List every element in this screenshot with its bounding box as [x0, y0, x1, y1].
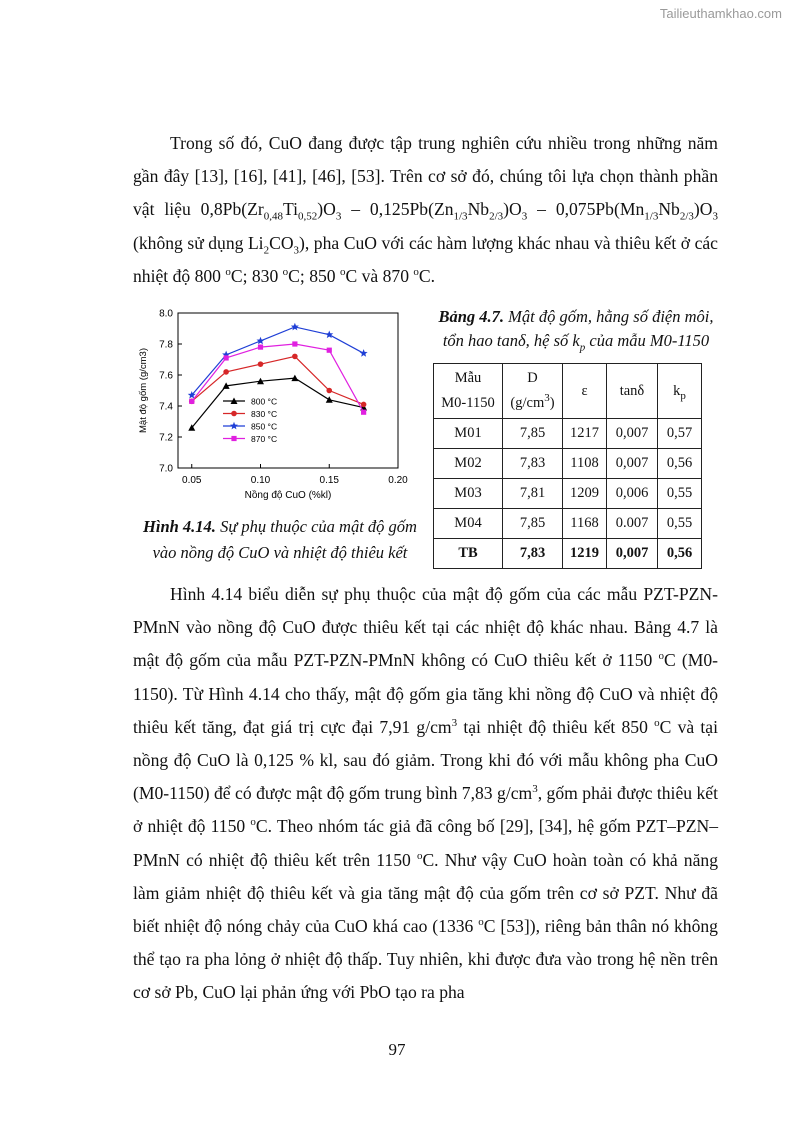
table-cell: 1219 [563, 539, 607, 569]
table-cell: 1168 [563, 509, 607, 539]
data-point [326, 388, 332, 394]
table-cell: 1108 [563, 449, 607, 479]
x-tick-label: 0.10 [250, 475, 271, 486]
data-point [326, 396, 333, 403]
table-cell: 0,55 [658, 509, 702, 539]
y-tick-label: 7.6 [159, 370, 173, 382]
table-cell: 7,83 [503, 449, 563, 479]
watermark: Tailieuthamkhao.com [659, 6, 782, 21]
table-cell: 7,83 [503, 539, 563, 569]
x-tick-label: 0.15 [319, 475, 339, 486]
table-row [434, 509, 702, 539]
paragraph-intro: Trong số đó, CuO đang được tập trung nghiên cứu nhiều trong những năm gần đây [13], [16], [41], [46], [53]. Trên cơ sở đó, chúng tôi lựa chọn thành phần vật liệu $0,8Pb(Zr_{0,48}Ti_{0,52})O_3 - 0,125Pb(Zn_{1/3}Nb_{2/3})O_3 - 0,075Pb(Mn_{1/3}Nb_{2/3})O_3$ (không sử dụng $Li_2CO_3$), pha CuO với các hàm lượng khác nhau và thiêu kết ở các nhiệt độ 800 $^o$C; 830 $^o$C; 850 $^o$C và 870 $^o$C. [133, 133, 718, 286]
legend-marker [231, 411, 237, 417]
x-tick-label: 0.05 [182, 475, 202, 486]
table-cell: 0.007 [607, 509, 658, 539]
y-tick-label: 7.0 [159, 463, 173, 475]
y-axis-label: Mật độ gốm (g/cm3) [138, 348, 149, 433]
plot-frame [178, 313, 398, 468]
table-row [434, 479, 702, 509]
table-cell: TB [434, 539, 503, 569]
table-cell: 0,007 [607, 539, 658, 569]
data-point [361, 410, 366, 415]
page-number: 97 [388, 1040, 406, 1059]
x-tick-label: 0.20 [388, 475, 408, 486]
data-point [291, 323, 299, 331]
data-point [257, 337, 265, 345]
legend-label: 850 °C [251, 421, 278, 432]
table-row [434, 419, 702, 449]
table-cell: M01 [434, 419, 503, 449]
table-cell: 0,56 [658, 449, 702, 479]
legend-marker [230, 422, 238, 430]
legend-marker [231, 436, 236, 441]
data-point [292, 341, 297, 346]
data-point [224, 355, 229, 360]
table-cell: 0,007 [607, 419, 658, 449]
table-cell: 0,006 [607, 479, 658, 509]
y-tick-label: 7.8 [159, 339, 173, 351]
data-point [189, 399, 194, 404]
series-line-3 [192, 327, 364, 395]
table-cell: 1209 [563, 479, 607, 509]
density-table [433, 363, 702, 569]
data-point [258, 345, 263, 350]
table-cell: M02 [434, 449, 503, 479]
legend-label: 830 °C [251, 409, 278, 419]
density-chart [133, 300, 423, 510]
data-point [327, 348, 332, 353]
data-point [258, 361, 264, 367]
table-cell: 7,81 [503, 479, 563, 509]
table-cell: M03 [434, 479, 503, 509]
paragraph-discussion: Hình 4.14 biểu diễn sự phụ thuộc của mật độ gốm của các mẫu PZT-PZN-PMnN vào nồng độ CuO được thiêu kết tại các nhiệt độ khác nhau. Bảng 4.7 là mật độ gốm của mẫu PZT-PZN-PMnN không có CuO thiêu kết ở 1150 $^o$C (M0-1150). Từ Hình 4.14 cho thấy, mật độ gốm gia tăng khi nồng độ CuO và nhiệt độ thiêu kết tăng, đạt giá trị cực đại 7,91 $g/cm^3$ tại nhiệt độ thiêu kết 850 $^o$C và tại nồng độ CuO là 0,125 % kl, sau đó giảm. Trong khi đó với mẫu không pha CuO (M0-1150) để có được mật độ gốm trung bình 7,83 $g/cm^3$, gốm phải được thiêu kết ở nhiệt độ 1150 $^o$C. Theo nhóm tác giả đã công bố [29], [34], hệ gốm PZT–PZN–PMnN có nhiệt độ thiêu kết trên 1150 $^o$C. Như vậy CuO hoàn toàn có khả năng làm giảm nhiệt độ thiêu kết và gia tăng mật độ của gốm trên cơ sở PZT. Như đã biết nhiệt độ nóng chảy của CuO khá cao (1336 $^o$C [53]), riêng bản thân nó không thể tạo ra pha lỏng ở nhiệt độ thấp. Tuy nhiên, khi được đưa vào trong hệ nền trên cơ sở Pb, CuO lại phản ứng với PbO tạo ra pha [133, 584, 719, 1003]
table-cell: 1217 [563, 419, 607, 449]
series-line-1 [192, 378, 364, 428]
y-tick-label: 7.2 [159, 432, 173, 444]
data-point [292, 354, 298, 360]
data-point [223, 369, 229, 375]
figure-caption: Hình 4.14. Sự phụ thuộc của mật độ gốm vào nồng độ CuO và nhiệt độ thiêu kết [143, 517, 417, 562]
table-cell: 0,007 [607, 449, 658, 479]
table-cell: 7,85 [503, 419, 563, 449]
table-cell: 0,57 [658, 419, 702, 449]
legend-label: 800 °C [251, 396, 278, 407]
y-tick-label: 7.4 [159, 401, 173, 413]
table-row [434, 449, 702, 479]
data-point [325, 331, 333, 339]
table-total-row [434, 539, 702, 569]
header-sample: Mẫu M0-1150 [434, 364, 503, 419]
table-cell: 0,55 [658, 479, 702, 509]
data-point [361, 402, 367, 408]
header-tan-delta: tanδ [607, 364, 658, 419]
header-kp: $k_p$ [658, 364, 702, 419]
table-header-row [434, 364, 702, 419]
table-caption: Bảng 4.7. Mật độ gốm, hằng số điện môi, tổn hao tanδ, hệ số $k_p$ của mẫu M0-1150 [438, 307, 714, 354]
table-cell: 0,56 [658, 539, 702, 569]
x-axis-label: Nồng độ CuO (%kl) [244, 490, 332, 501]
table-cell: M04 [434, 509, 503, 539]
density-chart-svg [133, 300, 423, 510]
table-cell: 7,85 [503, 509, 563, 539]
header-density: D $(g/cm^3)$ [503, 364, 563, 419]
legend-label: 870 °C [251, 434, 278, 444]
data-point [360, 349, 368, 357]
y-tick-label: 8.0 [159, 308, 173, 320]
header-epsilon: ε [563, 364, 607, 419]
